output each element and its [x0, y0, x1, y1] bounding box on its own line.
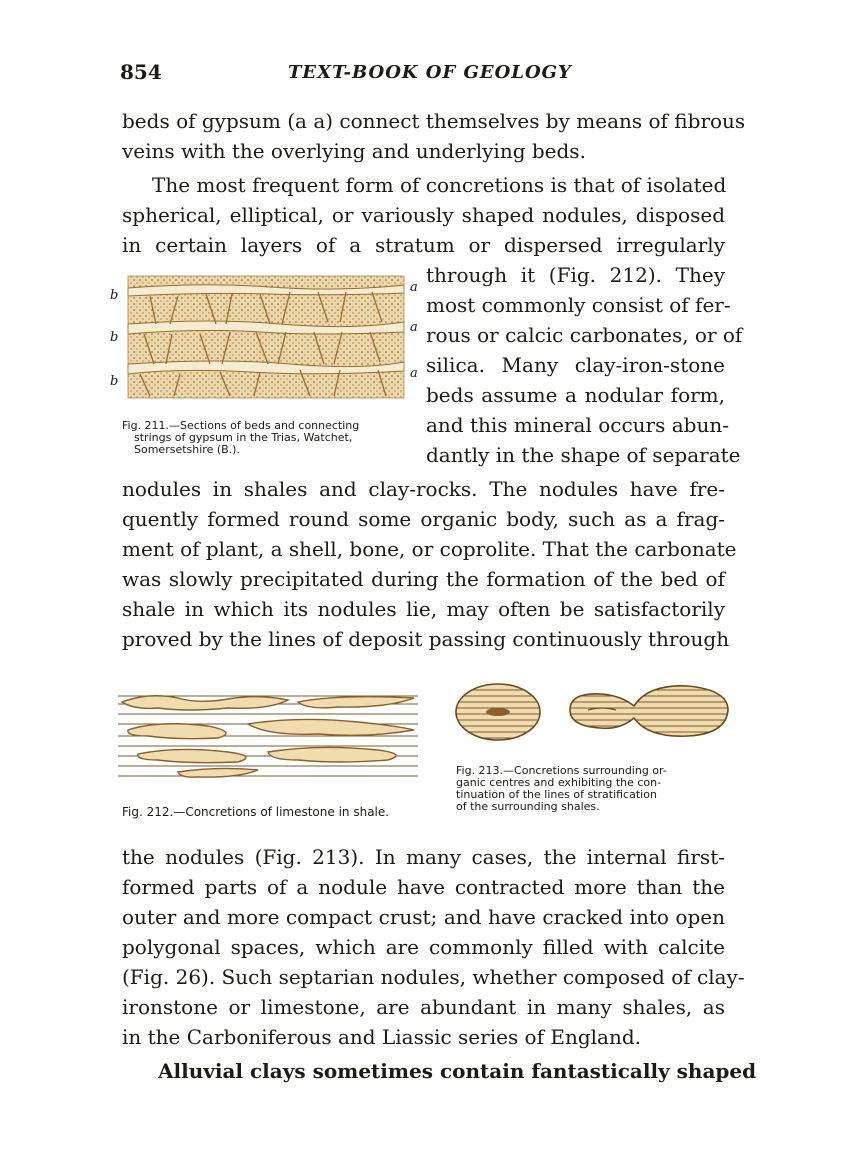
- caption-line: Fig. 213.—Concretions surrounding or-: [456, 764, 667, 777]
- text-line: polygonal spaces, which are commonly filled with calcite: [122, 935, 725, 959]
- figure-212-illustration: [118, 690, 418, 782]
- text-line: ment of plant, a shell, bone, or coprolite. That the carbonate: [122, 537, 737, 561]
- text-line: quently formed round some organic body, such as a frag-: [122, 507, 725, 531]
- caption-line: strings of gypsum in the Trias, Watchet,: [134, 431, 353, 444]
- text-line: shale in which its nodules lie, may often be satisfactorily: [122, 597, 725, 621]
- figure-label-a: a: [410, 280, 418, 295]
- text-line: formed parts of a nodule have contracted more than the: [122, 875, 725, 899]
- text-line: through it (Fig. 212). They: [426, 263, 725, 287]
- text-line: spherical, elliptical, or variously shaped nodules, disposed: [122, 203, 725, 227]
- caption-line: Somersetshire (B.).: [134, 443, 240, 456]
- caption-line: Fig. 211.—Sections of beds and connecting: [122, 419, 360, 432]
- figure-211-illustration: [120, 272, 412, 402]
- text-line: rous or calcic carbonates, or of: [426, 323, 743, 347]
- text-line: (Fig. 26). Such septarian nodules, whether composed of clay-: [122, 965, 745, 989]
- text-line: Alluvial clays sometimes contain fantastically shaped: [158, 1059, 757, 1083]
- text-line: silica. Many clay-iron-stone: [426, 353, 725, 377]
- text-line: most commonly consist of fer-: [426, 293, 731, 317]
- figure-212-caption: Fig. 212.—Concretions of limestone in shale.: [122, 805, 390, 819]
- running-title: TEXT-BOOK OF GEOLOGY: [288, 62, 572, 83]
- text-line: veins with the overlying and underlying beds.: [122, 139, 586, 163]
- figure-label-b: b: [110, 330, 119, 345]
- text-line: ironstone or limestone, are abundant in many shales, as: [122, 995, 725, 1019]
- text-line: beds of gypsum (a a) connect themselves by means of fibrous: [122, 109, 746, 133]
- caption-line: tinuation of the lines of stratification: [456, 788, 657, 801]
- caption-line: of the surrounding shales.: [456, 800, 600, 813]
- text-line: outer and more compact crust; and have cracked into open: [122, 905, 725, 929]
- text-line: beds assume a nodular form,: [426, 383, 725, 407]
- figure-label-b: b: [110, 288, 119, 303]
- text-line: The most frequent form of concretions is that of isolated: [152, 173, 727, 197]
- figure-label-a: a: [410, 320, 418, 335]
- figure-label-b: b: [110, 374, 119, 389]
- text-line: in the Carboniferous and Liassic series of England.: [122, 1025, 642, 1049]
- text-line: proved by the lines of deposit passing continuously through: [122, 627, 730, 651]
- text-line: dantly in the shape of separate: [426, 443, 741, 467]
- figure-213-illustration: [452, 676, 732, 746]
- text-line: the nodules (Fig. 213). In many cases, the internal first-: [122, 845, 725, 869]
- page-number: 854: [120, 60, 162, 84]
- text-line: was slowly precipitated during the formation of the bed of: [122, 567, 725, 591]
- figure-213-caption: [456, 765, 736, 813]
- text-line: and this mineral occurs abun-: [426, 413, 729, 437]
- text-line: nodules in shales and clay-rocks. The nodules have fre-: [122, 477, 725, 501]
- text-line: in certain layers of a stratum or dispersed irregularly: [122, 233, 725, 257]
- figure-label-a: a: [410, 366, 418, 381]
- caption-line: ganic centres and exhibiting the con-: [456, 776, 662, 789]
- figure-211-caption: [122, 420, 422, 456]
